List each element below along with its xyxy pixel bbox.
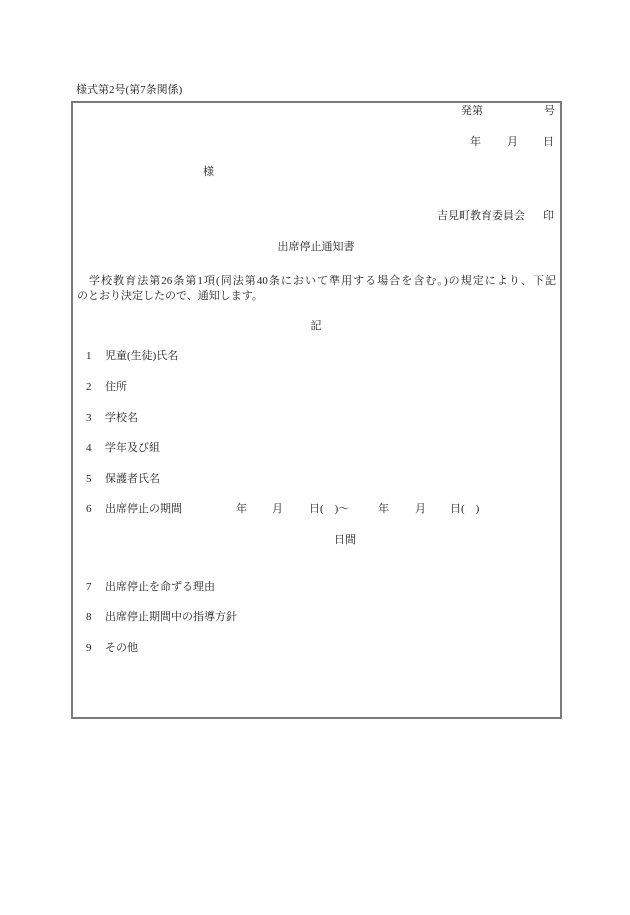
document-number-prefix: 発第	[461, 105, 483, 117]
item-student-name	[86, 349, 178, 363]
body-text-line-1-content: 学校教育法第26条第1項(同法第40条において準用する場合を含む。)の規定により、下記	[89, 275, 556, 287]
item-number: 1	[86, 350, 92, 362]
form-number-label: 様式第2号(第7条関係)	[76, 84, 183, 96]
item-number: 3	[86, 412, 92, 424]
item-label: 出席停止期間中の指導方針	[105, 611, 237, 623]
item-suspension-reason	[86, 580, 215, 594]
item-label: 保護者氏名	[105, 473, 160, 485]
item-number: 6	[86, 503, 92, 515]
period-from-month: 月	[272, 503, 283, 515]
item-grade-class	[86, 441, 160, 455]
item-school-name	[86, 411, 138, 425]
item-label: 学年及び組	[105, 442, 160, 454]
item-guidance-policy	[86, 610, 237, 624]
period-to-month: 月	[415, 503, 426, 515]
period-to-day: 日( )	[450, 503, 480, 515]
item-suspension-period	[86, 502, 182, 516]
date-month-label: 月	[507, 136, 518, 148]
item-address	[86, 380, 127, 394]
item-number: 5	[86, 473, 92, 485]
item-number: 7	[86, 581, 92, 593]
item-guardian-name	[86, 472, 160, 486]
issuer-name: 吉見町教育委員会	[437, 210, 525, 222]
period-from-year: 年	[236, 503, 247, 515]
item-label: 出席停止の期間	[105, 503, 182, 515]
item-number: 2	[86, 381, 92, 393]
item-label: 住所	[105, 381, 127, 393]
form-frame	[71, 101, 562, 719]
issuer-seal-mark: 印	[543, 210, 554, 222]
date-day-label: 日	[543, 136, 554, 148]
period-to-year: 年	[378, 503, 389, 515]
item-number: 4	[86, 442, 92, 454]
document-number-suffix: 号	[544, 105, 555, 117]
item-label: その他	[105, 642, 138, 654]
period-from-day: 日( )～	[309, 503, 350, 515]
item-number: 8	[86, 611, 92, 623]
item-label: 児童(生徒)氏名	[105, 350, 179, 362]
item-other	[86, 641, 138, 655]
item-number: 9	[86, 642, 92, 654]
body-text-line-1	[77, 274, 556, 288]
body-text-line-2: のとおり決定したので、通知します。	[77, 290, 263, 302]
recipient-honorific: 様	[203, 166, 214, 178]
ki-heading: 記	[310, 320, 322, 332]
period-days-label: 日間	[334, 534, 356, 546]
document-title: 出席停止通知書	[277, 241, 355, 253]
date-year-label: 年	[470, 136, 481, 148]
item-label: 学校名	[105, 412, 138, 424]
item-label: 出席停止を命ずる理由	[105, 581, 215, 593]
